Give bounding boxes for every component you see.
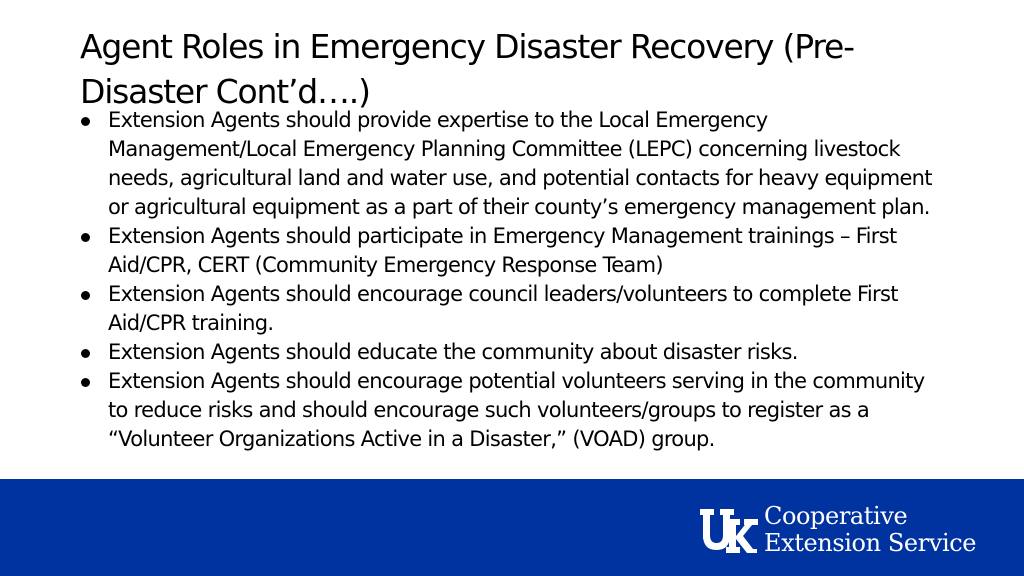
bullet-item: [78, 222, 948, 280]
bullet-icon: [81, 233, 90, 242]
bullet-text: Extension Agents should educate the community about disaster risks.: [108, 340, 798, 364]
bullet-item: [78, 280, 948, 338]
uk-logo-icon: [700, 505, 758, 555]
bullet-text: Extension Agents should provide expertise to the Local Emergency Management/Local Emergency Planning Committee (LEPC) concerning livestock needs, agricultural land and water use, and potential contacts for heavy equipment or agricultural equipment as a part of their county’s emergency management plan.: [108, 108, 932, 219]
cooperative-extension-logo: [700, 502, 990, 561]
bullet-item: [78, 106, 948, 222]
bullet-icon: [81, 291, 90, 300]
bullet-item: [78, 367, 948, 454]
bullet-icon: [81, 117, 90, 126]
bullet-item: [78, 338, 948, 367]
logo-text: [764, 503, 976, 557]
bullet-text: Extension Agents should encourage council leaders/volunteers to complete First Aid/CPR training.: [108, 282, 898, 335]
bullet-text: Extension Agents should participate in Emergency Management trainings – First Aid/CPR, CERT (Community Emergency Response Team): [108, 224, 897, 277]
bullet-text: Extension Agents should encourage potential volunteers serving in the community to reduce risks and should encourage such volunteers/groups to register as a “Volunteer Organizations Active in a Disaster,” (VOAD) group.: [108, 369, 925, 451]
bullet-icon: [81, 378, 90, 387]
slide-title: Agent Roles in Emergency Disaster Recovery (Pre-Disaster Cont’d….): [80, 27, 854, 111]
bullet-icon: [81, 349, 90, 358]
logo-line-2: Extension Service: [764, 529, 977, 557]
bullet-list: [78, 106, 948, 454]
logo-line-1: Cooperative: [764, 502, 908, 530]
